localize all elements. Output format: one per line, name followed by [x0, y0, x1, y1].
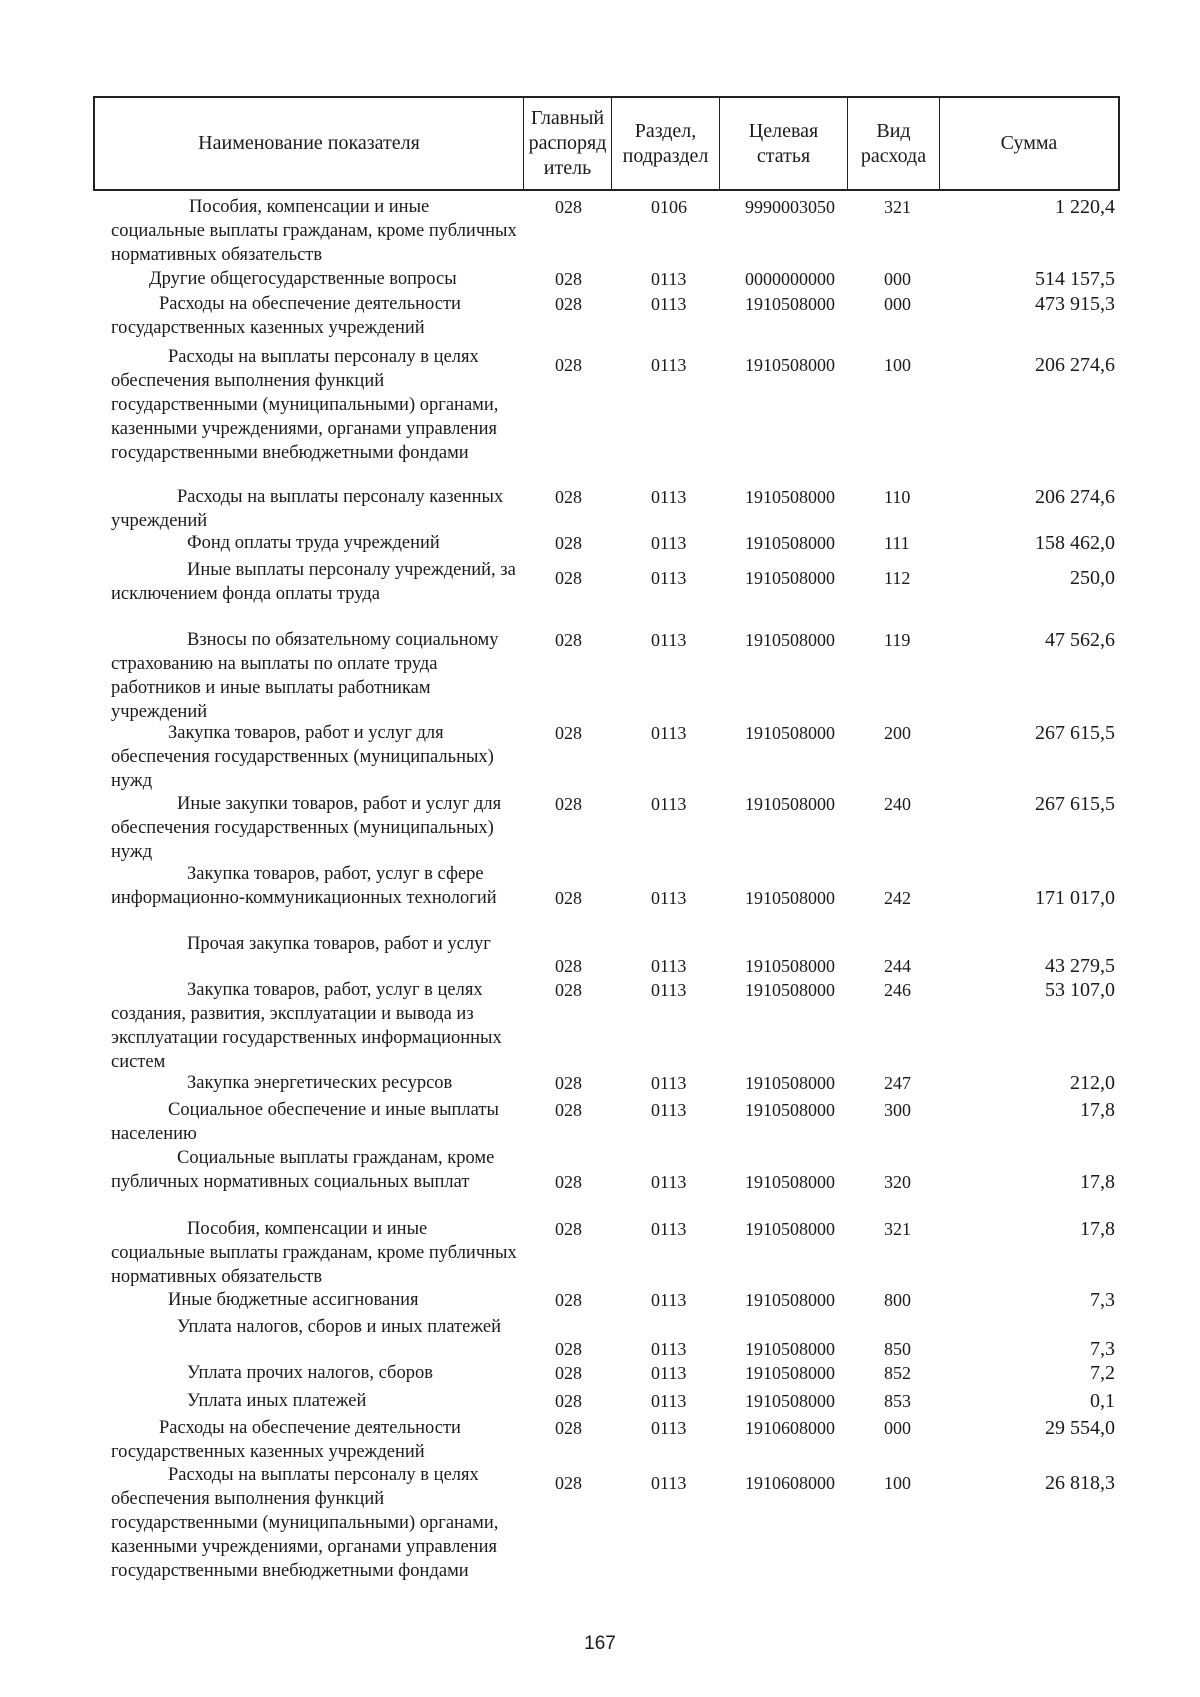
row-name: Социальные выплаты гражданам, кроме публичных нормативных социальных выплат [111, 1148, 495, 1192]
row-celevaya: 1910508000 [745, 794, 835, 814]
row-grbs: 028 [555, 1473, 582, 1493]
row-summa: 267 615,5 [1035, 793, 1115, 815]
row-vid: 244 [884, 956, 911, 976]
row-vid: 247 [884, 1073, 911, 1093]
row-grbs: 028 [555, 1172, 582, 1192]
row-grbs: 028 [555, 1418, 582, 1438]
row-razdel: 0106 [651, 197, 687, 217]
row-razdel: 0113 [651, 1363, 687, 1383]
row-celevaya: 1910508000 [745, 1100, 835, 1120]
row-celevaya: 1910508000 [745, 888, 835, 908]
header-vid: Вид расхода [847, 98, 939, 189]
row-celevaya: 1910508000 [745, 1363, 835, 1383]
row-grbs: 028 [555, 1073, 582, 1093]
row-grbs: 028 [555, 723, 582, 743]
row-vid: 242 [884, 888, 911, 908]
row-name: Взносы по обязательному социальному страхованию на выплаты по оплате труда работников и иные выплаты работникам учреждений [111, 630, 499, 722]
row-razdel: 0113 [651, 980, 687, 1000]
row-grbs: 028 [555, 980, 582, 1000]
row-name: Расходы на обеспечение деятельности государственных казенных учреждений [111, 294, 461, 338]
row-vid: 000 [884, 269, 911, 289]
row-vid: 300 [884, 1100, 911, 1120]
row-grbs: 028 [555, 1100, 582, 1120]
row-vid: 852 [884, 1363, 911, 1383]
row-summa: 206 274,6 [1035, 486, 1115, 508]
row-razdel: 0113 [651, 1391, 687, 1411]
row-celevaya: 1910508000 [745, 568, 835, 588]
row-grbs: 028 [555, 487, 582, 507]
row-vid: 110 [884, 487, 911, 507]
row-grbs: 028 [555, 794, 582, 814]
row-name: Расходы на обеспечение деятельности государственных казенных учреждений [111, 1418, 461, 1462]
row-grbs: 028 [555, 294, 582, 314]
row-summa: 7,3 [1090, 1289, 1115, 1311]
row-summa: 53 107,0 [1045, 979, 1115, 1001]
row-name: Пособия, компенсации и иные социальные выплаты гражданам, кроме публичных нормативных обязательств [111, 1219, 517, 1287]
row-razdel: 0113 [651, 1290, 687, 1310]
header-razdel: Раздел, подраздел [611, 98, 719, 189]
row-razdel: 0113 [651, 1418, 687, 1438]
table-header [93, 96, 1120, 191]
row-summa: 17,8 [1080, 1218, 1115, 1240]
row-grbs: 028 [555, 1391, 582, 1411]
row-summa: 26 818,3 [1045, 1472, 1115, 1494]
row-grbs: 028 [555, 1290, 582, 1310]
row-celevaya: 1910508000 [745, 1219, 835, 1239]
row-grbs: 028 [555, 568, 582, 588]
row-name: Уплата налогов, сборов и иных платежей [177, 1317, 502, 1337]
row-vid: 000 [884, 1418, 911, 1438]
row-name: Социальное обеспечение и иные выплаты населению [111, 1100, 499, 1144]
row-grbs: 028 [555, 956, 582, 976]
row-summa: 212,0 [1070, 1072, 1115, 1094]
row-summa: 0,1 [1090, 1390, 1115, 1412]
row-grbs: 028 [555, 269, 582, 289]
row-celevaya: 1910508000 [745, 723, 835, 743]
row-vid: 853 [884, 1391, 911, 1411]
row-summa: 250,0 [1070, 567, 1115, 589]
row-grbs: 028 [555, 533, 582, 553]
row-grbs: 028 [555, 630, 582, 650]
row-razdel: 0113 [651, 355, 687, 375]
row-name: Иные закупки товаров, работ и услуг для обеспечения государственных (муниципальных) нужд [111, 794, 502, 862]
header-celevaya: Целевая статья [719, 98, 847, 189]
row-celevaya: 1910508000 [745, 294, 835, 314]
row-vid: 246 [884, 980, 911, 1000]
row-vid: 850 [884, 1339, 911, 1359]
row-name: Закупка товаров, работ, услуг в сфере информационно-коммуникационных технологий [111, 864, 497, 908]
row-razdel: 0113 [651, 533, 687, 553]
row-summa: 267 615,5 [1035, 722, 1115, 744]
row-razdel: 0113 [651, 568, 687, 588]
row-razdel: 0113 [651, 1339, 687, 1359]
row-celevaya: 1910608000 [745, 1473, 835, 1493]
row-name: Расходы на выплаты персоналу в целях обеспечения выполнения функций государственными (муниципальными) органами, казенными учреждениями, органами управления государственными внебюджетными фондами [111, 1465, 499, 1581]
row-grbs: 028 [555, 1219, 582, 1239]
row-celevaya: 1910508000 [745, 355, 835, 375]
row-grbs: 028 [555, 197, 582, 217]
row-razdel: 0113 [651, 269, 687, 289]
row-celevaya: 1910508000 [745, 1290, 835, 1310]
row-vid: 111 [884, 533, 910, 553]
row-celevaya: 1910508000 [745, 1339, 835, 1359]
row-vid: 200 [884, 723, 911, 743]
row-razdel: 0113 [651, 630, 687, 650]
row-summa: 29 554,0 [1045, 1417, 1115, 1439]
row-vid: 000 [884, 294, 911, 314]
row-celevaya: 1910508000 [745, 980, 835, 1000]
row-name: Другие общегосударственные вопросы [149, 269, 457, 289]
row-name: Закупка энергетических ресурсов [187, 1073, 453, 1093]
row-celevaya: 9990003050 [745, 197, 835, 217]
header-summa: Сумма [939, 98, 1118, 189]
row-name: Уплата прочих налогов, сборов [187, 1363, 433, 1383]
row-summa: 514 157,5 [1035, 268, 1115, 290]
row-summa: 7,3 [1090, 1338, 1115, 1360]
row-celevaya: 1910508000 [745, 487, 835, 507]
row-celevaya: 1910608000 [745, 1418, 835, 1438]
row-celevaya: 1910508000 [745, 1391, 835, 1411]
row-razdel: 0113 [651, 1100, 687, 1120]
row-vid: 112 [884, 568, 911, 588]
row-grbs: 028 [555, 1339, 582, 1359]
row-razdel: 0113 [651, 294, 687, 314]
row-razdel: 0113 [651, 794, 687, 814]
row-vid: 100 [884, 1473, 911, 1493]
row-celevaya: 1910508000 [745, 533, 835, 553]
row-razdel: 0113 [651, 888, 687, 908]
row-summa: 171 017,0 [1035, 887, 1115, 909]
row-celevaya: 1910508000 [745, 1073, 835, 1093]
row-celevaya: 1910508000 [745, 956, 835, 976]
row-razdel: 0113 [651, 1172, 687, 1192]
row-name: Пособия, компенсации и иные социальные выплаты гражданам, кроме публичных нормативных обязательств [111, 197, 517, 265]
row-name: Расходы на выплаты персоналу казенных учреждений [111, 487, 504, 531]
header-name: Наименование показателя [198, 132, 420, 154]
row-summa: 158 462,0 [1035, 532, 1115, 554]
row-razdel: 0113 [651, 1219, 687, 1239]
row-celevaya: 0000000000 [745, 269, 835, 289]
row-vid: 321 [884, 1219, 911, 1239]
row-summa: 43 279,5 [1045, 955, 1115, 977]
row-summa: 17,8 [1080, 1171, 1115, 1193]
row-summa: 206 274,6 [1035, 354, 1115, 376]
row-razdel: 0113 [651, 487, 687, 507]
row-razdel: 0113 [651, 1073, 687, 1093]
row-vid: 320 [884, 1172, 911, 1192]
row-name: Иные бюджетные ассигнования [168, 1290, 419, 1310]
row-name: Расходы на выплаты персоналу в целях обеспечения выполнения функций государственными (муниципальными) органами, казенными учреждениями, органами управления государственными внебюджетными фондами [111, 347, 499, 463]
row-summa: 47 562,6 [1045, 629, 1115, 651]
row-vid: 100 [884, 355, 911, 375]
page-number: 167 [584, 1633, 616, 1654]
row-grbs: 028 [555, 1363, 582, 1383]
header-grbs: Главный распоряд итель [523, 98, 611, 189]
row-name: Закупка товаров, работ и услуг для обеспечения государственных (муниципальных) нужд [111, 723, 494, 791]
row-razdel: 0113 [651, 723, 687, 743]
row-vid: 800 [884, 1290, 911, 1310]
row-razdel: 0113 [651, 956, 687, 976]
row-name: Иные выплаты персоналу учреждений, за исключением фонда оплаты труда [111, 560, 516, 604]
row-razdel: 0113 [651, 1473, 687, 1493]
row-name: Фонд оплаты труда учреждений [187, 533, 440, 553]
row-vid: 321 [884, 197, 911, 217]
row-summa: 473 915,3 [1035, 293, 1115, 315]
row-name: Закупка товаров, работ, услуг в целях создания, развития, эксплуатации и вывода из эксплуатации государственных информационных систем [111, 980, 502, 1072]
row-celevaya: 1910508000 [745, 630, 835, 650]
row-vid: 119 [884, 630, 911, 650]
row-grbs: 028 [555, 355, 582, 375]
row-name: Прочая закупка товаров, работ и услуг [187, 934, 491, 954]
row-grbs: 028 [555, 888, 582, 908]
row-name: Уплата иных платежей [187, 1391, 367, 1411]
row-summa: 1 220,4 [1055, 196, 1115, 218]
row-summa: 7,2 [1090, 1362, 1115, 1384]
row-vid: 240 [884, 794, 911, 814]
row-celevaya: 1910508000 [745, 1172, 835, 1192]
row-summa: 17,8 [1080, 1099, 1115, 1121]
